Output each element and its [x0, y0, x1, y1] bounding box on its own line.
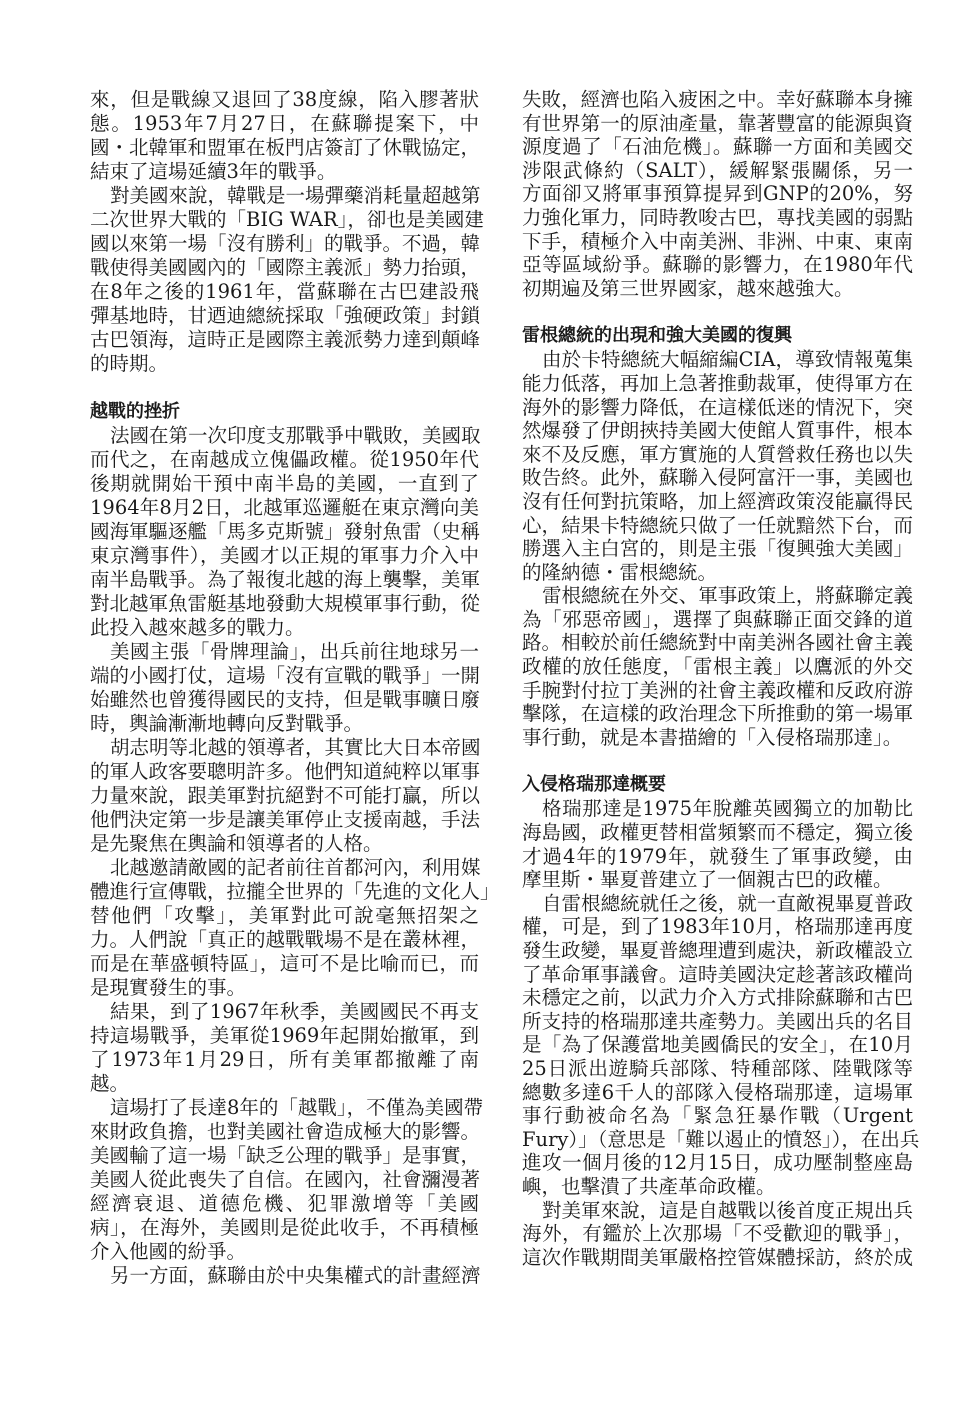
- text-line: 南半島戰爭。為了報復北越的海上襲擊，美軍: [90, 568, 481, 591]
- text-line: 二次世界大戰的「BIG WAR」，卻也是美國建: [90, 208, 484, 231]
- text-line: 方面卻又將軍事預算提昇到GNP的20%，努: [522, 182, 913, 206]
- text-line: 力量來說，跟美軍對抗絕對不可能打贏，所以: [90, 784, 481, 807]
- text-line: 越。: [90, 1072, 130, 1095]
- text-line: 力強化軍力，同時教唆古巴，專找美國的弱點: [522, 205, 913, 229]
- text-line: 敗告終。此外，蘇聯入侵阿富汗一事，美國也: [522, 466, 913, 490]
- text-line: 有世界第一的原油產量，靠著豐富的能源與資: [522, 111, 913, 135]
- text-line: 路。相較於前任總統對中南美洲各國社會主義: [522, 631, 913, 655]
- text-line: 體進行宣傳戰，拉攏全世界的「先進的文化人」: [90, 880, 500, 903]
- text-column-right: [522, 88, 920, 1269]
- text-line: 由於卡特總統大幅縮編CIA，導致情報蒐集: [542, 348, 913, 372]
- text-line: 國海軍驅逐艦「馬多克斯號」發射魚雷（史稱: [90, 520, 481, 543]
- text-line: 涉限武條約（SALT），緩解緊張關係，另一: [522, 158, 913, 182]
- text-line: 此投入越來越多的戰力。: [90, 616, 305, 639]
- paragraph: [90, 1096, 484, 1264]
- paragraph: [522, 1199, 913, 1270]
- text-line: 能力低落，再加上急著推動裁軍，使得軍方在: [522, 371, 913, 395]
- text-line: 是現實發生的事。: [90, 976, 247, 999]
- text-line: 失敗，經濟也陷入疲困之中。幸好蘇聯本身擁: [522, 88, 913, 111]
- text-line: 他們決定第一步是讓美軍停止支援南越，手法: [90, 808, 481, 831]
- text-line: 美國輸了這一場「缺乏公理的戰爭」是事實，: [90, 1144, 481, 1167]
- text-line: 然爆發了伊朗挾持美國大使館人質事件，根本: [522, 419, 913, 443]
- text-column-left: [90, 88, 500, 1288]
- text-line: 對美國來說，韓戰是一場彈藥消耗量超越第: [110, 184, 481, 207]
- text-line: 後期就開始干預中南半島的美國，一直到了: [90, 472, 479, 495]
- text-line: 在8年之後的1961年，當蘇聯在古巴建設飛: [90, 280, 479, 303]
- paragraph: [90, 736, 479, 856]
- text-line: 25日派出遊騎兵部隊、特種部隊、陸戰隊等: [522, 1056, 913, 1080]
- text-line: 初期遍及第三世界國家，越來越強大。: [522, 276, 854, 300]
- text-line: 權，可是，到了1983年10月，格瑞那達再度: [522, 915, 913, 939]
- text-line: 對北越軍魚雷艇基地發動大規模軍事行動，從: [90, 592, 481, 615]
- text-line: 摩里斯・畢夏普建立了一個親古巴的政權。: [522, 868, 893, 892]
- text-line: 替他們「攻擊」，美軍對此可說毫無招架之: [90, 904, 479, 927]
- text-line: 古巴領海，這時正是國際主義派勢力達到顛峰: [90, 328, 481, 351]
- paragraph: [522, 88, 913, 300]
- text-line: 海島國，政權更替相當頻繁而不穩定，獨立後: [522, 821, 913, 845]
- text-line: 擊隊，在這樣的政治理念下所推動的第一場軍: [522, 702, 913, 726]
- text-line: 才過4年的1979年，就發生了軍事政變，由: [522, 844, 913, 868]
- text-line: 發生政變，畢夏普總理遭到處決，新政權設立: [522, 939, 913, 962]
- text-line: 這場打了長達8年的「越戰」，不僅為美國帶: [110, 1096, 484, 1119]
- paragraph: [522, 797, 913, 891]
- text-line: 總數多達6千人的部隊入侵格瑞那達，這場軍: [522, 1080, 913, 1104]
- text-line: 來，但是戰線又退回了38度線，陷入膠著狀: [90, 88, 479, 111]
- text-line: 胡志明等北越的領導者，其實比大日本帝國: [110, 736, 481, 759]
- paragraph: [522, 891, 920, 1199]
- text-line: 自雷根總統就任之後，就一直敵視畢夏普政: [542, 891, 913, 915]
- text-line: 的時期。: [90, 352, 169, 375]
- text-line: 端的小國打仗，這場「沒有宣戰的戰爭」一開: [90, 664, 481, 687]
- text-line: 介入他國的紛爭。: [90, 1240, 247, 1263]
- text-line: 持這場戰爭，美軍從1969年起開始撤軍，到: [90, 1024, 479, 1047]
- text-line: 始雖然也曾獲得國民的支持，但是戰事曠日廢: [90, 688, 481, 711]
- text-line: 勝選入主白宮的，則是主張「復興強大美國」: [522, 537, 913, 561]
- section-heading: 雷根總統的出現和強大美國的復興: [522, 325, 792, 347]
- text-line: 了革命軍事議會。這時美國決定趁著該政權尚: [522, 962, 913, 986]
- text-line: 亞等區域紛爭。蘇聯的影響力，在1980年代: [522, 253, 913, 277]
- text-line: 1964年8月2日，北越軍巡邏艇在東京灣向美: [90, 496, 479, 519]
- text-line: 手腕對付拉丁美洲的社會主義政權和反政府游: [522, 678, 913, 702]
- text-line: 經濟衰退、道德危機、犯罪激增等「美國: [90, 1192, 479, 1215]
- text-line: 事行動，就是本書描繪的「入侵格瑞那達」。: [522, 725, 903, 749]
- text-line: 是先聚焦在輿論和領導者的人格。: [90, 832, 383, 855]
- text-line: 國以來第一場「沒有勝利」的戰爭。不過，韓: [90, 232, 481, 255]
- section-heading: 入侵格瑞那達概要: [522, 774, 666, 796]
- paragraph: [90, 424, 479, 640]
- text-line: 的隆納德・雷根總統。: [522, 560, 718, 584]
- text-line: 力。人們說「真正的越戰戰場不是在叢林裡，: [90, 928, 481, 951]
- text-line: 下手，積極介入中南美洲、非洲、中東、東南: [522, 229, 913, 253]
- paragraph: [522, 348, 913, 584]
- text-line: 北越邀請敵國的記者前往首都河內，利用媒: [110, 856, 481, 879]
- text-line: 海外，有鑑於上次那場「不受歡迎的戰爭」，: [522, 1222, 913, 1246]
- text-line: 美國主張「骨牌理論」，出兵前往地球另一: [110, 640, 479, 663]
- paragraph: [90, 184, 484, 376]
- paragraph: [90, 640, 479, 736]
- text-line: 了1973年1月29日，所有美軍都撤離了南: [90, 1048, 479, 1071]
- text-line: 戰使得美國國內的「國際主義派」勢力抬頭，: [90, 256, 481, 279]
- section-heading: 越戰的挫折: [90, 401, 180, 422]
- paragraph: [90, 1000, 479, 1096]
- text-line: 態。1953年7月27日，在蘇聯提案下，中: [90, 112, 479, 135]
- text-line: 彈基地時，甘迺迪總統採取「強硬政策」封鎖: [90, 304, 481, 327]
- text-line: 結果，到了1967年秋季，美國國民不再支: [110, 1000, 479, 1023]
- text-line: 另一方面，蘇聯由於中央集權式的計畫經濟: [110, 1264, 481, 1287]
- text-line: 政權的放任態度，「雷根主義」以鷹派的外交: [522, 655, 913, 679]
- text-line: 進攻一個月後的12月15日，成功壓制整座島: [522, 1151, 913, 1175]
- text-line: 法國在第一次印度支那戰爭中戰敗，美國取: [110, 424, 481, 447]
- text-line: 格瑞那達是1975年脫離英國獨立的加勒比: [542, 797, 913, 821]
- text-line: 對美軍來說，這是自越戰以後首度正規出兵: [542, 1198, 913, 1222]
- text-line: 病」，在海外，美國則是從此收手，不再積極: [90, 1216, 479, 1239]
- text-line: 未穩定之前，以武力介入方式排除蘇聯和古巴: [522, 986, 913, 1010]
- text-line: 心，結果卡特總統只做了一任就黯然下台，而: [522, 513, 913, 537]
- text-line: 來財政負擔，也對美國社會造成極大的影響。: [90, 1120, 481, 1143]
- text-line: 所支持的格瑞那達共產勢力。美國出兵的名目: [522, 1009, 913, 1033]
- text-line: 是「為了保護當地美國僑民的安全」，在10月: [522, 1033, 913, 1057]
- text-line: 源度過了「石油危機」。蘇聯一方面和美國交: [522, 135, 913, 159]
- paragraph: [90, 88, 479, 184]
- text-line: 事行動被命名為「緊急狂暴作戰（Urgent: [522, 1104, 913, 1128]
- text-line: 而是在華盛頓特區」，這可不是比喻而已，而: [90, 952, 479, 975]
- paragraph: [522, 584, 913, 749]
- text-line: Fury）」（意思是「難以遏止的憤怒」），在出兵: [522, 1127, 920, 1151]
- text-line: 的軍人政客要聰明許多。他們知道純粹以軍事: [90, 760, 481, 783]
- paragraph: [90, 1264, 479, 1288]
- text-line: 雷根總統在外交、軍事政策上，將蘇聯定義: [542, 584, 913, 608]
- text-line: 這次作戰期間美軍嚴格控管媒體採訪，終於成: [522, 1245, 913, 1269]
- text-line: 東京灣事件），美國才以正規的軍事力介入中: [90, 544, 479, 567]
- text-line: 為「邪惡帝國」，選擇了與蘇聯正面交鋒的道: [522, 607, 913, 631]
- text-line: 國・北韓軍和盟軍在板門店簽訂了休戰協定，: [90, 136, 481, 159]
- paragraph: [90, 856, 500, 1000]
- text-line: 沒有任何對抗策略，加上經濟政策沒能贏得民: [522, 489, 913, 513]
- text-line: 嶼，也擊潰了共產革命政權。: [522, 1174, 776, 1198]
- text-line: 而代之，在南越成立傀儡政權。從1950年代: [90, 448, 479, 471]
- text-line: 時，輿論漸漸地轉向反對戰爭。: [90, 712, 364, 735]
- text-line: 結束了這場延續3年的戰爭。: [90, 160, 337, 183]
- text-line: 來不及反應，軍方實施的人質營救任務也以失: [522, 442, 913, 466]
- text-line: 海外的影響力降低，在這樣低迷的情況下，突: [522, 395, 913, 419]
- text-line: 美國人從此喪失了自信。在國內，社會瀰漫著: [90, 1168, 481, 1191]
